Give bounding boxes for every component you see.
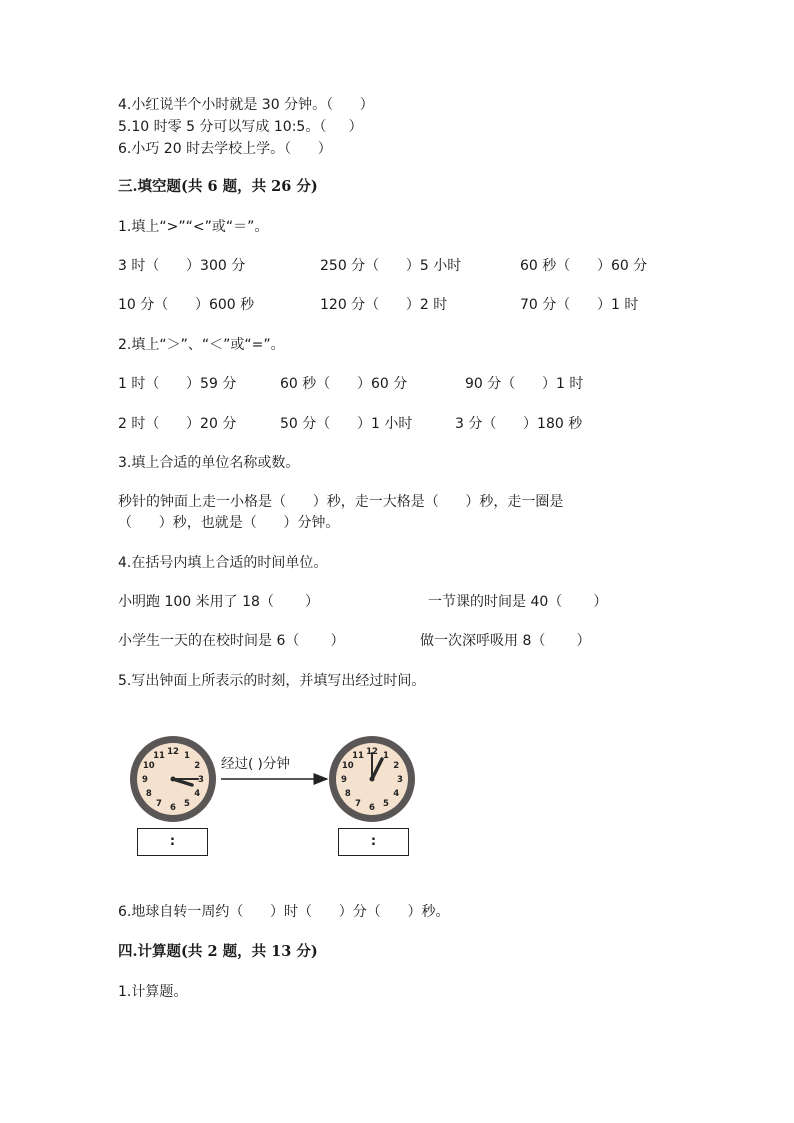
clock-left [130, 736, 216, 822]
fill-q3-line: （ ）秒，也就是（ ）分钟。 [118, 515, 340, 531]
elapsed-label: 经过( )分钟 [221, 756, 290, 772]
clock-number: 3 [397, 775, 403, 785]
fill-q1-item: 10 分（ ）600 秒 [118, 297, 255, 313]
clock-number: 2 [393, 761, 400, 771]
clock-number: 9 [341, 775, 347, 785]
clock-number: 7 [156, 799, 162, 810]
clock-number: 3 [198, 775, 204, 785]
fill-q2-item: 50 分（ ）1 小时 [280, 416, 413, 432]
fill-q1-item: 250 分（ ）5 小时 [320, 258, 462, 274]
fill-q4-item: 一节课的时间是 40（ ） [428, 594, 608, 610]
clock-number: 2 [194, 761, 201, 771]
fill-q3-line: 秒针的钟面上走一小格是（ ）秒，走一大格是（ ）秒，走一圈是 [118, 494, 564, 510]
fill-q1-item: 60 秒（ ）60 分 [520, 258, 648, 274]
fill-q2-item: 3 分（ ）180 秒 [455, 416, 583, 432]
clock-number: 5 [383, 799, 389, 810]
clock-number: 5 [184, 799, 190, 810]
judge-question-6: 6.小巧 20 时去学校上学。（ ） [118, 141, 332, 157]
clock-number: 4 [393, 789, 400, 799]
fill-q1-prompt: 1.填上“>”“<”或“＝”。 [118, 219, 269, 235]
clock-diagram [120, 730, 420, 830]
clock-right [329, 736, 415, 822]
clock-number: 1 [184, 750, 190, 761]
fill-q1-item: 3 时（ ）300 分 [118, 258, 246, 274]
section-title-calc: 四.计算题(共 2 题，共 13 分) [118, 943, 318, 960]
clock-number: 10 [341, 761, 354, 771]
clock-number: 12 [366, 747, 378, 757]
calc-q1: 1.计算题。 [118, 984, 188, 1000]
clock-number: 9 [142, 775, 148, 785]
fill-q2-prompt: 2.填上“＞”、“＜”或“=”。 [118, 337, 285, 353]
fill-q2-item: 90 分（ ）1 时 [465, 376, 584, 392]
clock-number: 12 [167, 747, 179, 757]
clock-number: 8 [145, 789, 152, 799]
judge-question-4: 4.小红说半个小时就是 30 分钟。（ ） [118, 97, 374, 113]
fill-q5-prompt: 5.写出钟面上所表示的时刻，并填写出经过时间。 [118, 673, 426, 689]
clock-number: 8 [344, 789, 351, 799]
fill-q2-item: 1 时（ ）59 分 [118, 376, 237, 392]
time-answer-box-left: : [137, 828, 208, 856]
clock-number: 10 [142, 761, 155, 771]
clock-number: 11 [153, 750, 165, 761]
fill-q6: 6.地球自转一周约（ ）时（ ）分（ ）秒。 [118, 904, 450, 920]
fill-q2-item: 60 秒（ ）60 分 [280, 376, 408, 392]
clock-number: 6 [369, 803, 375, 813]
fill-q1-item: 120 分（ ）2 时 [320, 297, 448, 313]
time-answer-box-right: : [338, 828, 409, 856]
judge-question-5: 5.10 时零 5 分可以写成 10:5。（ ） [118, 119, 363, 135]
clock-number: 1 [383, 750, 389, 761]
fill-q2-item: 2 时（ ）20 分 [118, 416, 237, 432]
fill-q4-prompt: 4.在括号内填上合适的时间单位。 [118, 555, 328, 571]
clock-number: 11 [352, 750, 364, 761]
fill-q3-prompt: 3.填上合适的单位名称或数。 [118, 455, 300, 471]
fill-q4-item: 做一次深呼吸用 8（ ） [420, 633, 591, 649]
fill-q1-item: 70 分（ ）1 时 [520, 297, 639, 313]
section-title-fill: 三.填空题(共 6 题，共 26 分) [118, 178, 318, 195]
clock-number: 4 [194, 789, 201, 799]
fill-q4-item: 小明跑 100 米用了 18（ ） [118, 594, 320, 610]
clock-number: 6 [170, 803, 176, 813]
clock-number: 7 [355, 799, 361, 810]
fill-q4-item: 小学生一天的在校时间是 6（ ） [118, 633, 345, 649]
